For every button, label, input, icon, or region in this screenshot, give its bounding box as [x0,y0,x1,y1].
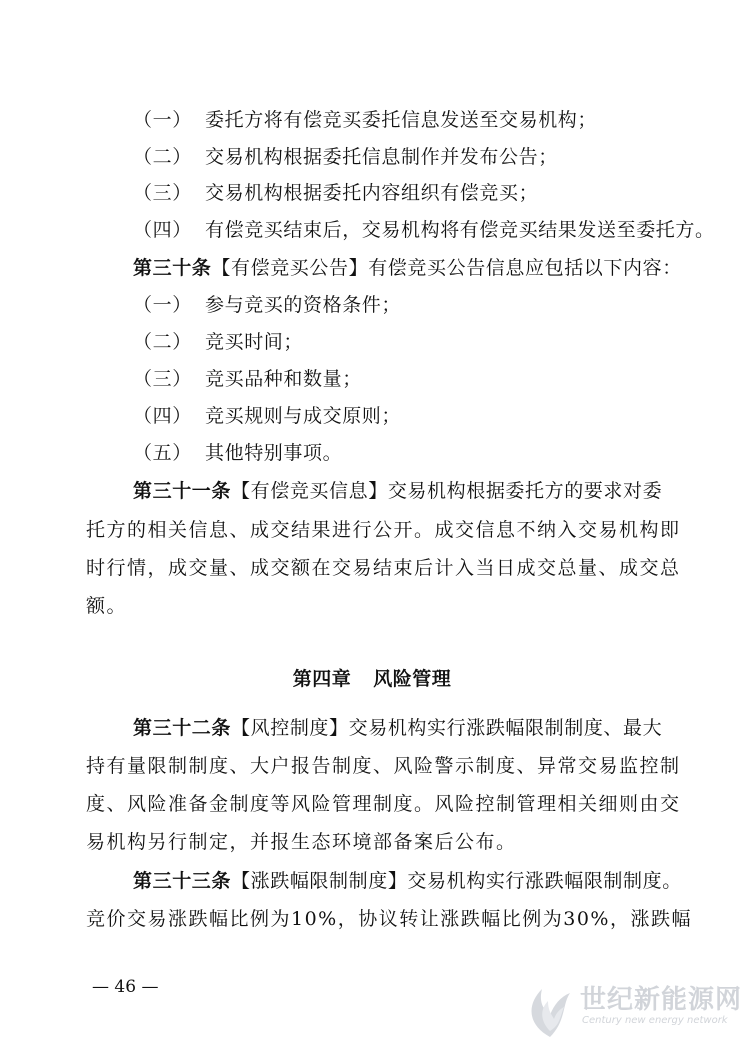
item-text: 竞买规则与成交原则； [205,405,402,427]
paragraph-line: 额。 [86,595,128,617]
list-item [133,108,597,132]
list-item [133,367,362,391]
article-33 [133,869,682,893]
paragraph-line: 易机构另行制定，并报生态环境部备案后公布。 [86,831,517,853]
item-text: 竞买品种和数量； [205,368,362,390]
article-heading: 第三十二条 [133,717,232,739]
paragraph-line: 时行情，成交量、成交额在交易结束后计入当日成交总量、成交总 [86,557,681,579]
chapter-heading [0,667,744,691]
article-31 [133,479,662,503]
list-item [133,293,401,317]
list-item [133,218,715,242]
paragraph-line: 竞价交易涨跌幅比例为10%，协议转让涨跌幅比例为30%，涨跌幅 [86,908,692,930]
item-number: （二） [133,331,192,353]
watermark-logo-icon [520,975,580,1041]
article-text: 【有偿竞买信息】交易机构根据委托方的要求对委 [231,480,663,502]
item-text: 交易机构根据委托信息制作并发布公告； [205,146,558,168]
item-number: （一） [133,294,192,316]
paragraph-line: 度、风险准备金制度等风险管理制度。风险控制管理相关细则由交 [86,793,681,815]
article-heading: 第三十三条 [133,870,232,892]
item-text: 委托方将有偿竞买委托信息发送至交易机构； [205,109,598,131]
watermark [520,975,743,1041]
item-number: （四） [133,405,192,427]
article-text: 【有偿竞买公告】有偿竞买公告信息应包括以下内容： [211,257,682,279]
article-32 [133,716,662,740]
item-text: 交易机构根据委托内容组织有偿竞买； [205,182,539,204]
list-item [133,330,303,354]
chapter-title: 风险管理 [373,668,452,690]
item-number: （二） [133,146,192,168]
item-number: （三） [133,182,192,204]
item-text: 参与竞买的资格条件； [205,294,402,316]
item-text: 其他特别事项。 [205,442,343,464]
list-item [133,404,401,428]
item-text: 有偿竞买结束后，交易机构将有偿竞买结果发送至委托方。 [205,219,715,241]
article-text: 【涨跌幅限制制度】交易机构实行涨跌幅限制制度。 [231,870,682,892]
paragraph-line: 托方的相关信息、成交结果进行公开。成交信息不纳入交易机构即 [86,519,681,541]
item-number: （四） [133,219,192,241]
item-text: 竞买时间； [205,331,304,353]
article-text: 【风控制度】交易机构实行涨跌幅限制制度、最大 [231,717,663,739]
list-item [133,181,538,205]
watermark-text: 世纪新能源网 [580,985,743,1015]
article-heading: 第三十一条 [133,480,232,502]
list-item [133,441,342,465]
paragraph-line: 持有量限制制度、大户报告制度、风险警示制度、异常交易监控制 [86,755,681,777]
page-number: — 46 — [92,977,159,997]
article-30 [133,256,682,280]
list-item [133,145,558,169]
item-number: （五） [133,442,192,464]
article-heading: 第三十条 [133,257,212,279]
item-number: （三） [133,368,192,390]
watermark-subtext: Century new energy network [582,1015,728,1026]
item-number: （一） [133,109,192,131]
chapter-number: 第四章 [292,668,352,690]
